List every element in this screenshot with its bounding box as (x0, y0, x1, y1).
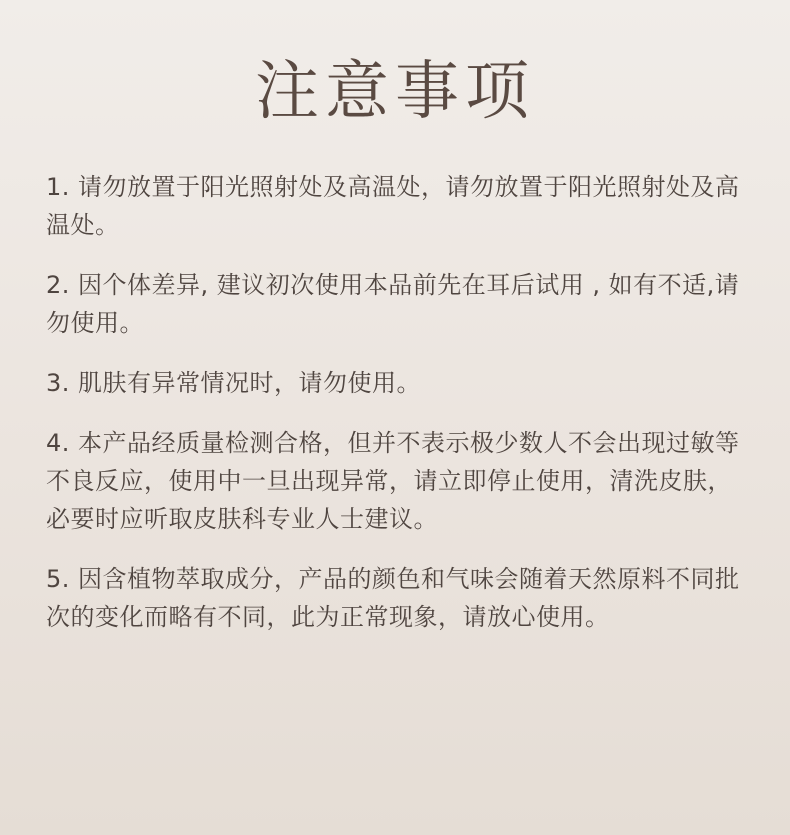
page-title: 注意事项 (255, 55, 535, 129)
note-item-3: 3. 肌肤有异常情况时，请勿使用。 (46, 369, 422, 397)
notes-list (46, 168, 746, 658)
note-item-2: 2. 因个体差异, 建议初次使用本品前先在耳后试用 , 如有不适,请勿使用。 (46, 271, 740, 337)
note-item-5: 5. 因含植物萃取成分，产品的颜色和气味会随着天然原料不同批次的变化而略有不同，此为正常现象，请放心使用。 (46, 565, 740, 631)
note-item-4: 4. 本产品经质量检测合格，但并不表示极少数人不会出现过敏等不良反应，使用中一旦出现异常，请立即停止使用，清洗皮肤，必要时应听取皮肤科专业人士建议。 (46, 429, 740, 533)
note-item-1: 1. 请勿放置于阳光照射处及高温处，请勿放置于阳光照射处及高温处。 (46, 173, 740, 239)
